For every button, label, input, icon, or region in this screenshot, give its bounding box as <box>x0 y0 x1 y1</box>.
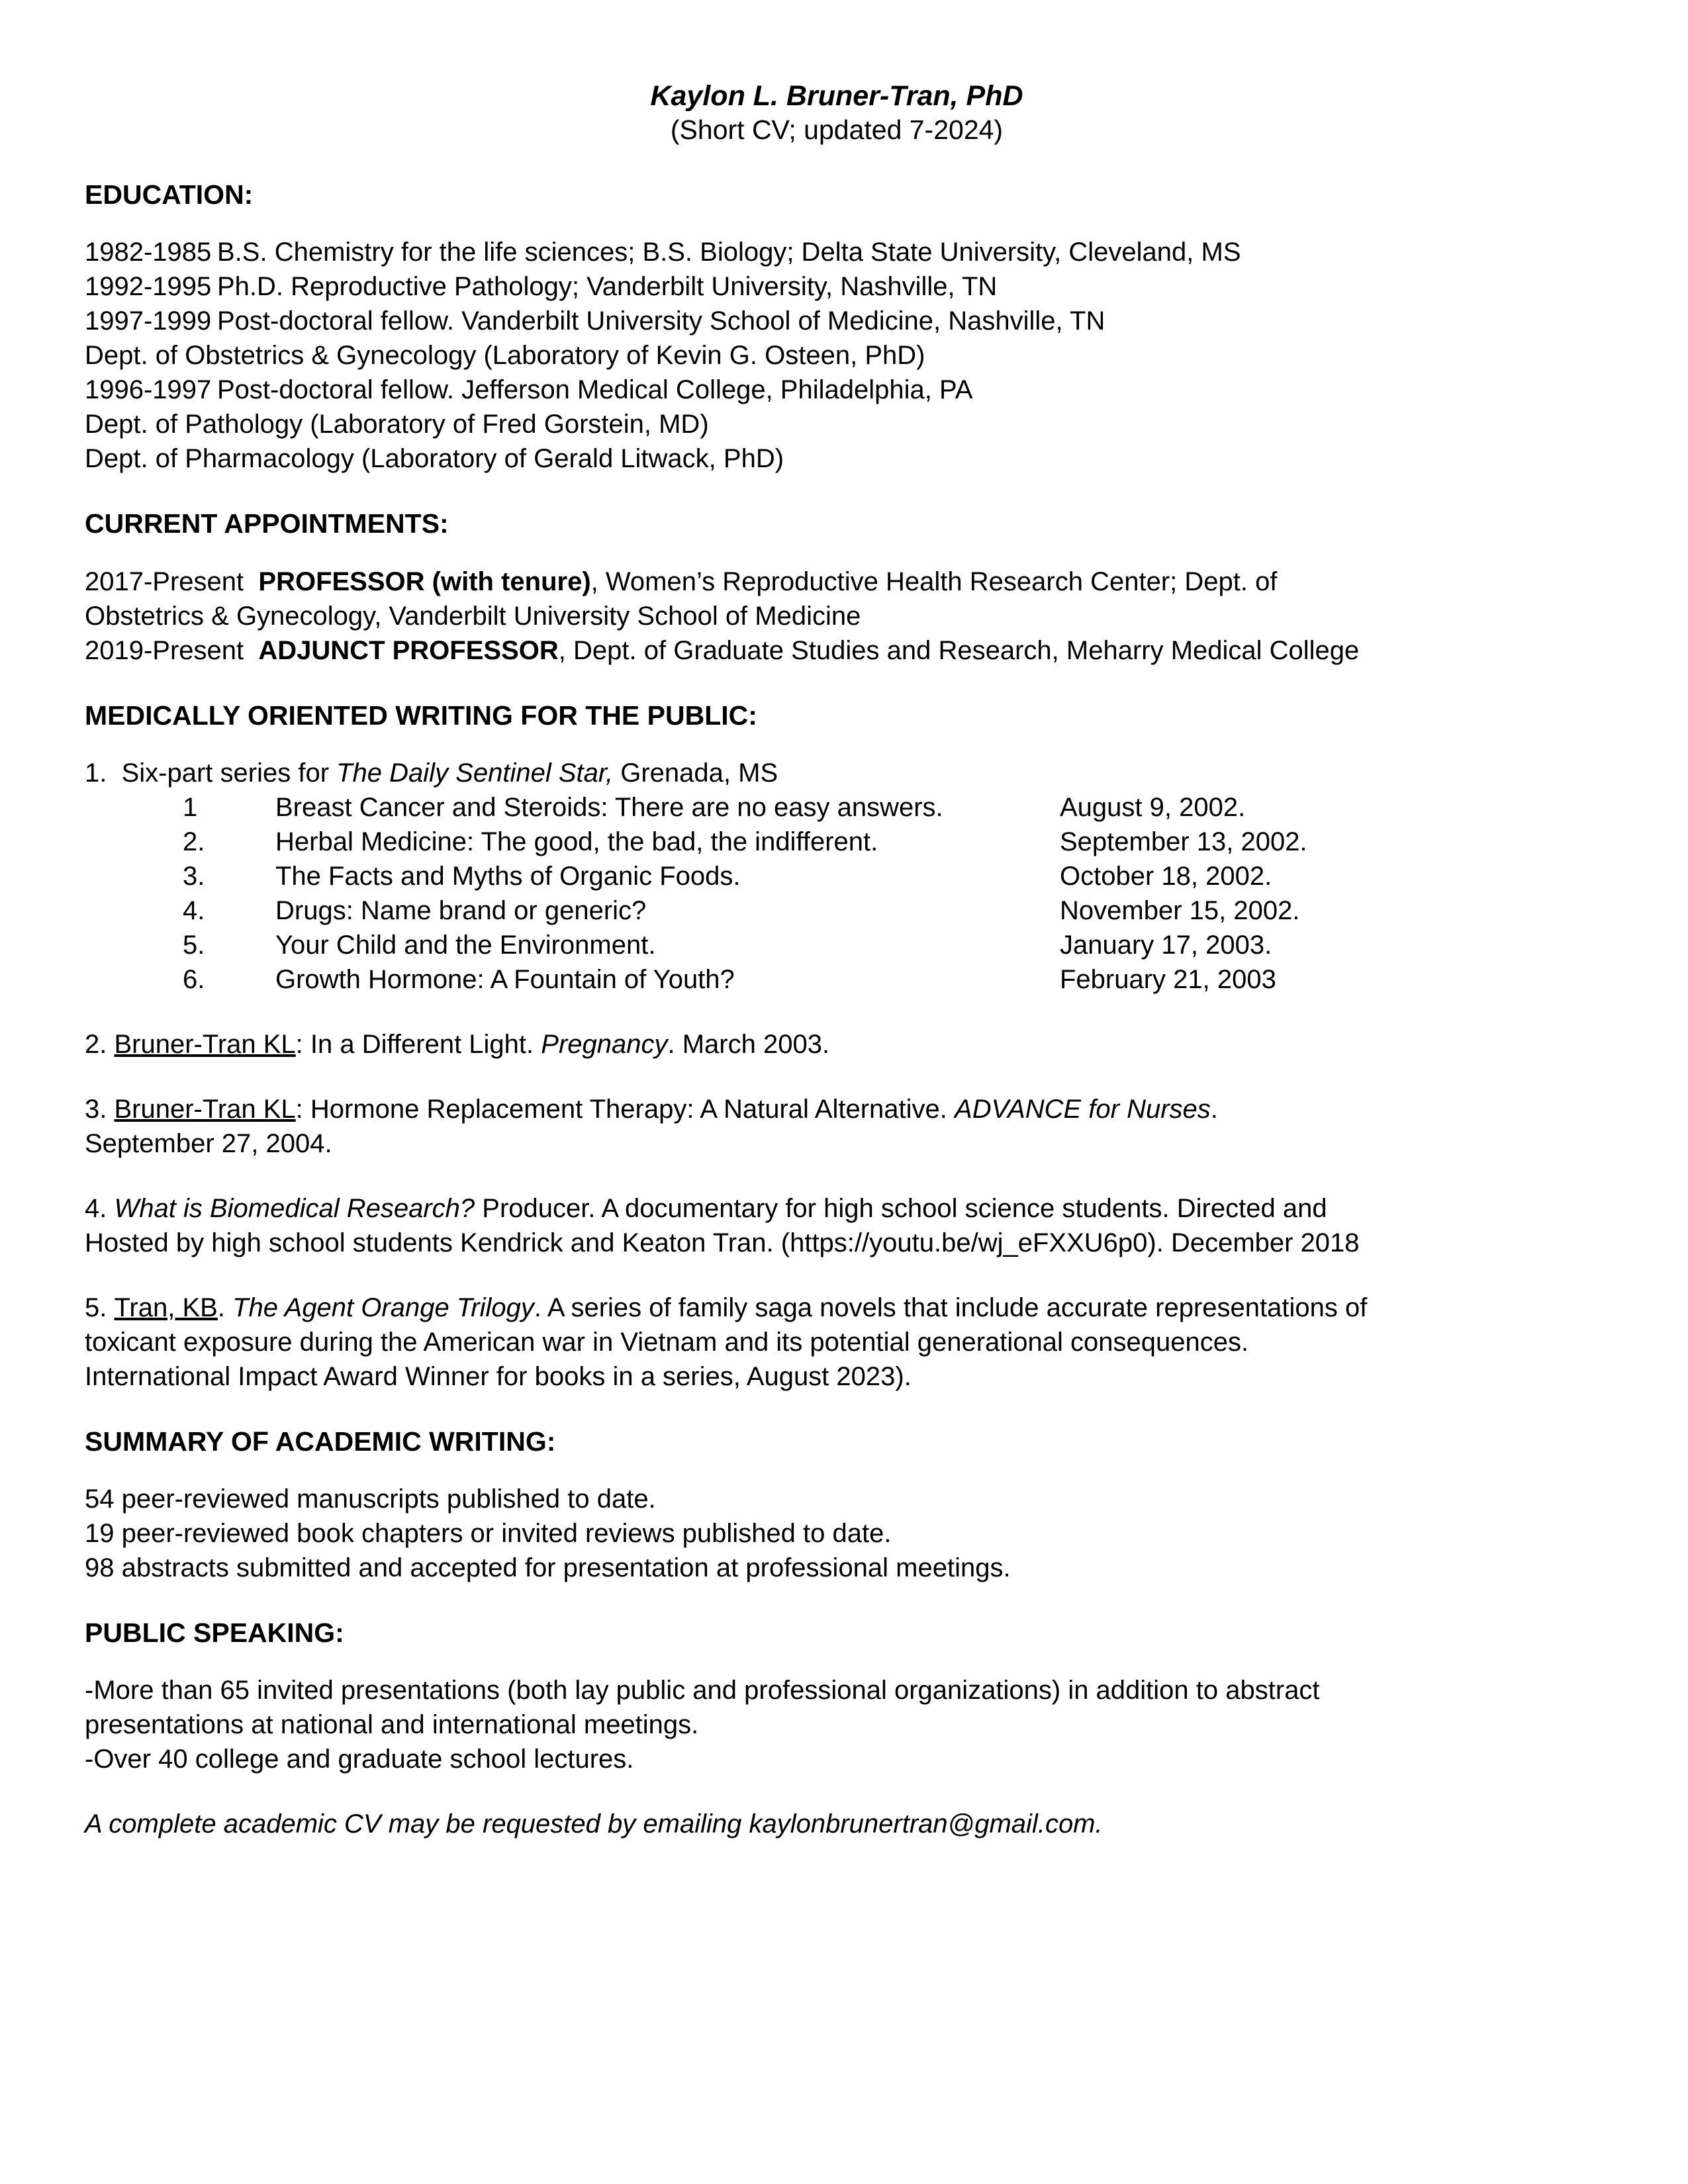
series-title: Growth Hormone: A Fountain of Youth? <box>275 964 735 994</box>
section-heading-education: EDUCATION: <box>85 179 254 210</box>
series-number: 3. <box>183 861 205 891</box>
appointment-years: 2017-Present <box>85 567 244 596</box>
education-detail: Post-doctoral fellow. Vanderbilt University School of Medicine, Nashville, TN <box>217 306 1105 336</box>
section-heading-public-writing: MEDICALLY ORIENTED WRITING FOR THE PUBLIC: <box>85 700 757 731</box>
item-body: : In a Different Light. <box>295 1029 541 1059</box>
series-title: Herbal Medicine: The good, the bad, the indifferent. <box>275 827 878 856</box>
writing-item-5-continued: toxicant exposure during the American war in Vietnam and its potential generational consequences. <box>85 1327 1249 1357</box>
series-title: Breast Cancer and Steroids: There are no easy answers. <box>275 792 943 822</box>
education-entry <box>85 304 1589 338</box>
publication-name: The Daily Sentinel Star, <box>336 758 614 788</box>
page-title: Kaylon L. Bruner-Tran, PhD <box>650 80 1023 112</box>
series-date: January 17, 2003. <box>1060 930 1272 960</box>
education-detail: Ph.D. Reproductive Pathology; Vanderbilt University, Nashville, TN <box>217 272 998 302</box>
item-tail: . <box>1210 1094 1218 1124</box>
series-title: Drugs: Name brand or generic? <box>275 895 647 925</box>
appointment-title: PROFESSOR (with tenure) <box>258 567 591 596</box>
writing-item-3 <box>85 1092 1589 1126</box>
series-row <box>183 928 1589 962</box>
series-number: 5. <box>183 930 205 960</box>
footer-note: A complete academic CV may be requested by emailing kaylonbrunertran@gmail.com. <box>85 1809 1103 1839</box>
item-body: . A series of family saga novels that include accurate representations of <box>534 1293 1368 1322</box>
education-detail-continued: Dept. of Pathology (Laboratory of Fred Gorstein, MD) <box>85 410 709 439</box>
education-detail-continued: Dept. of Obstetrics & Gynecology (Laboratory of Kevin G. Osteen, PhD) <box>85 341 925 371</box>
author-name: Tran, KB <box>114 1293 218 1322</box>
summary-line: 54 peer-reviewed manuscripts published to date. <box>85 1484 656 1514</box>
education-detail: B.S. Chemistry for the life sciences; B.S. Biology; Delta State University, Cleveland, MS <box>217 238 1241 267</box>
education-detail: Post-doctoral fellow. Jefferson Medical College, Philadelphia, PA <box>217 375 973 405</box>
item-number: 2. <box>85 1029 107 1059</box>
series-number: 2. <box>183 827 205 856</box>
item-tail: . March 2003. <box>667 1029 830 1059</box>
series-date: November 15, 2002. <box>1060 895 1300 925</box>
author-name: Bruner-Tran KL <box>114 1029 296 1059</box>
series-row <box>183 893 1589 928</box>
item-after-author: . <box>217 1293 233 1322</box>
item-body: Producer. A documentary for high school science students. Directed and <box>475 1193 1327 1223</box>
writing-item-3-continued: September 27, 2004. <box>85 1128 332 1158</box>
series-row <box>183 859 1589 893</box>
series-date: September 13, 2002. <box>1060 827 1307 856</box>
item-number: 1. <box>85 758 107 788</box>
journal-name: Pregnancy <box>541 1029 668 1059</box>
author-name: Bruner-Tran KL <box>114 1094 296 1124</box>
appointment-years: 2019-Present <box>85 635 244 665</box>
section-heading-summary: SUMMARY OF ACADEMIC WRITING: <box>85 1426 556 1457</box>
item-trail: Grenada, MS <box>613 758 778 788</box>
item-number: 5. <box>85 1293 107 1322</box>
journal-name: ADVANCE for Nurses <box>955 1094 1211 1124</box>
education-years: 1997-1999 <box>85 306 212 336</box>
series-title: Your Child and the Environment. <box>275 930 656 960</box>
education-entry <box>85 269 1589 304</box>
writing-item-2 <box>85 1027 1589 1062</box>
appointment-entry <box>85 633 1589 668</box>
writing-item-4 <box>85 1191 1589 1226</box>
speaking-line-continued: presentations at national and international meetings. <box>85 1710 699 1740</box>
appointment-detail: , Dept. of Graduate Studies and Research, Meharry Medical College <box>558 635 1360 665</box>
series-date: February 21, 2003 <box>1060 964 1276 994</box>
item-body: : Hormone Replacement Therapy: A Natural Alternative. <box>295 1094 955 1124</box>
summary-line: 98 abstracts submitted and accepted for presentation at professional meetings. <box>85 1553 1011 1583</box>
series-number: 4. <box>183 895 205 925</box>
series-number: 6. <box>183 964 205 994</box>
series-date: October 18, 2002. <box>1060 861 1272 891</box>
series-row <box>183 962 1589 997</box>
speaking-line: -Over 40 college and graduate school lectures. <box>85 1745 634 1774</box>
writing-item-1 <box>85 756 1589 790</box>
page-subtitle: (Short CV; updated 7-2024) <box>670 114 1004 145</box>
appointment-detail: , Women’s Reproductive Health Research Center; Dept. of <box>590 567 1278 596</box>
work-title: What is Biomedical Research? <box>114 1193 475 1223</box>
writing-item-4-continued: Hosted by high school students Kendrick and Keaton Tran. (https://youtu.be/wj_eFXXU6p0). December 2018 <box>85 1228 1360 1257</box>
item-number: 4. <box>85 1193 107 1223</box>
item-lead: Six-part series for <box>121 758 337 788</box>
section-heading-public-speaking: PUBLIC SPEAKING: <box>85 1617 344 1649</box>
section-heading-appointments: CURRENT APPOINTMENTS: <box>85 508 449 539</box>
appointment-detail-continued: Obstetrics & Gynecology, Vanderbilt University School of Medicine <box>85 601 861 631</box>
education-years: 1992-1995 <box>85 272 212 302</box>
education-entry <box>85 235 1589 269</box>
work-title: The Agent Orange Trilogy <box>232 1293 534 1322</box>
series-number: 1 <box>183 792 198 822</box>
writing-item-5 <box>85 1291 1589 1325</box>
summary-line: 19 peer-reviewed book chapters or invited reviews published to date. <box>85 1519 892 1549</box>
series-date: August 9, 2002. <box>1060 792 1246 822</box>
item-number: 3. <box>85 1094 107 1124</box>
series-row <box>183 825 1589 859</box>
education-detail-continued: Dept. of Pharmacology (Laboratory of Gerald Litwack, PhD) <box>85 444 784 474</box>
writing-item-5-continued: International Impact Award Winner for books in a series, August 2023). <box>85 1361 912 1391</box>
education-years: 1996-1997 <box>85 375 212 405</box>
series-title: The Facts and Myths of Organic Foods. <box>275 861 741 891</box>
speaking-line: -More than 65 invited presentations (both lay public and professional organizations) in addition to abstract <box>85 1676 1320 1706</box>
education-years: 1982-1985 <box>85 238 212 267</box>
appointment-title: ADJUNCT PROFESSOR <box>258 635 559 665</box>
appointment-entry <box>85 565 1589 599</box>
education-entry <box>85 373 1589 407</box>
series-row <box>183 790 1589 825</box>
